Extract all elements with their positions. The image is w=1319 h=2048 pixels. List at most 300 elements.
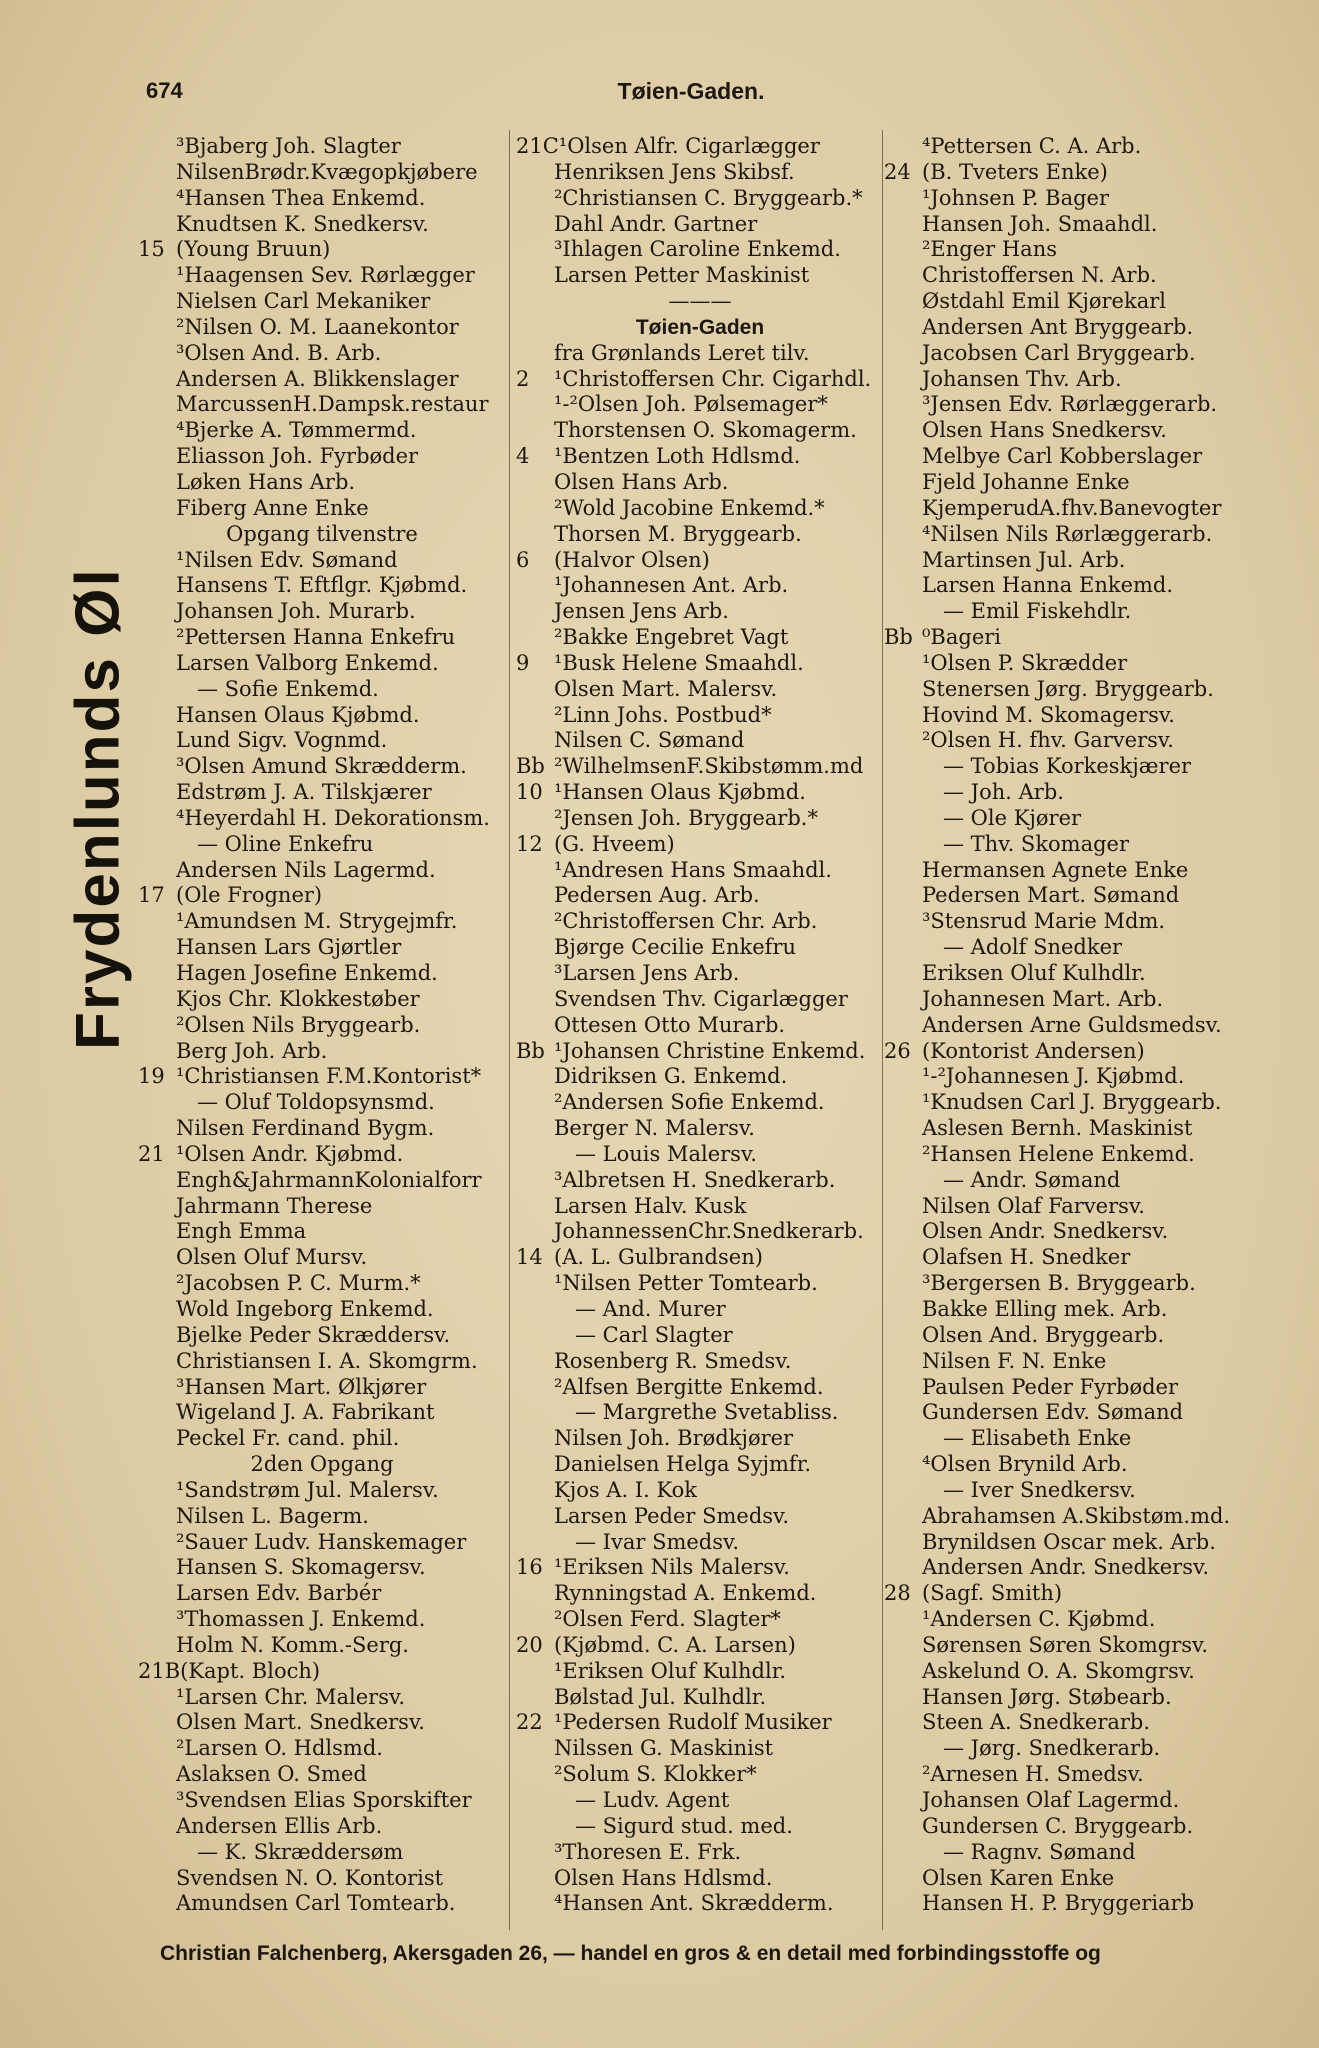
house-entry [138,237,506,263]
resident-entry [138,1039,506,1065]
resident-entry [884,418,1264,444]
entry-text: Pedersen Aug. Arb. [554,883,760,908]
resident-entry [884,444,1264,470]
entry-text: ¹Nilsen Edv. Sømand [176,547,398,572]
entry-text: Danielsen Helga Syjmfr. [554,1452,812,1477]
entry-text: Larsen Valborg Enkemd. [176,650,439,675]
resident-entry [138,909,506,935]
section-note: ——— [668,289,732,314]
resident-entry [138,496,506,522]
house-entry [516,1710,884,1736]
resident-entry [138,832,506,858]
entry-text: ⁴Hansen Ant. Skrædderm. [554,1891,834,1916]
entry-text: Larsen Edv. Barbér [176,1581,382,1606]
resident-entry [884,883,1264,909]
entry-text: (Kapt. Bloch) [180,1658,321,1683]
entry-text: ²Olsen H. fhv. Garversv. [922,728,1174,753]
house-entry [884,1039,1264,1065]
resident-entry [884,1142,1264,1168]
entry-text: — Sigurd stud. med. [554,1813,793,1838]
house-number: 28 [884,1581,911,1606]
entry-text: Olsen Mart. Snedkersv. [176,1710,425,1735]
entry-text: Løken Hans Arb. [176,469,356,494]
house-entry [884,625,1264,651]
directory-column-3 [884,134,1264,1929]
entry-text: ³Bjaberg Joh. Slagter [176,134,401,158]
entry-text: Askelund O. A. Skomgrsv. [922,1658,1195,1683]
resident-entry [884,1426,1264,1452]
house-entry [516,1039,884,1065]
entry-text: ²WilhelmsenF.Skibstømm.md [554,754,864,779]
entry-text: Olsen Oluf Mursv. [176,1245,368,1270]
resident-entry [884,1297,1264,1323]
entry-text: ²Jacobsen P. C. Murm.* [176,1271,421,1296]
entry-text: ¹Andresen Hans Smaahdl. [554,857,832,882]
resident-entry [138,1219,506,1245]
entry-text: Abrahamsen A.Skibstøm.md. [922,1503,1231,1528]
running-title: Tøien-Gaden. [617,78,765,104]
resident-entry [138,470,506,496]
entry-text: (A. L. Gulbrandsen) [554,1245,763,1270]
resident-entry [884,651,1264,677]
entry-text: ⁴Nilsen Nils Rørlæggerarb. [922,521,1213,546]
resident-entry [884,1194,1264,1220]
entry-text: Peckel Fr. cand. phil. [176,1426,400,1451]
entry-text: — Emil Fiskehdlr. [922,599,1132,624]
entry-text: Nielsen Carl Mekaniker [176,289,431,314]
resident-entry [516,1891,884,1917]
resident-entry [884,1245,1264,1271]
resident-entry [884,1375,1264,1401]
house-number: Bb [516,754,545,779]
entry-text: Gundersen C. Bryggearb. [922,1813,1194,1838]
entry-text: Bjørge Cecilie Enkefru [554,935,797,960]
resident-entry [516,703,884,729]
entry-text: Nilsen C. Sømand [554,728,745,753]
entry-text: ³Thomassen J. Enkemd. [176,1607,426,1632]
resident-entry [138,186,506,212]
entry-text: Hagen Josefine Enkemd. [176,961,438,985]
entry-text: ²Olsen Nils Bryggearb. [176,1012,421,1037]
entry-text: Aslesen Bernh. Maskinist [922,1116,1193,1141]
entry-text: Nilssen G. Maskinist [554,1736,774,1761]
entry-text: — Carl Slagter [554,1322,733,1347]
resident-entry [884,832,1264,858]
entry-text: Martinsen Jul. Arb. [922,547,1126,572]
house-entry [884,160,1264,186]
resident-entry [884,1090,1264,1116]
resident-entry [884,1116,1264,1142]
entry-text: KjemperudA.fhv.Banevogter [922,495,1222,520]
resident-entry [516,186,884,212]
entry-text: ³Stensrud Marie Mdm. [922,909,1166,934]
resident-entry [884,1064,1264,1090]
entry-text: Bjelke Peder Skræddersv. [176,1322,451,1347]
resident-entry [138,1116,506,1142]
entry-text: ¹Johansen Christine Enkemd. [554,1038,866,1063]
entry-text: Paulsen Peder Fyrbøder [922,1374,1179,1399]
entry-text: Lund Sigv. Vognmd. [176,728,388,753]
resident-entry [884,1685,1264,1711]
entry-text: Eliasson Joh. Fyrbøder [176,444,419,469]
entry-text: Larsen Petter Maskinist [554,263,810,288]
entry-text: Christiansen I. A. Skomgrm. [176,1348,478,1373]
entry-text: — And. Murer [554,1296,726,1321]
entry-text: Hermansen Agnete Enke [922,857,1189,882]
house-entry [138,1142,506,1168]
resident-entry [884,1504,1264,1530]
resident-entry [884,1710,1264,1736]
resident-entry [138,1478,506,1504]
entry-text: Stenersen Jørg. Bryggearb. [922,676,1214,701]
entry-text: ³Ihlagen Caroline Enkemd. [554,237,841,262]
resident-entry [516,522,884,548]
resident-entry [884,858,1264,884]
resident-entry [138,1633,506,1659]
entry-text: Kjos Chr. Klokkestøber [176,986,420,1011]
resident-entry [516,1762,884,1788]
house-entry [516,1555,884,1581]
entry-text: ³Bergersen B. Bryggearb. [922,1271,1196,1296]
entry-text: ⁴Olsen Brynild Arb. [922,1452,1128,1477]
entry-text: Andersen Ellis Arb. [176,1813,383,1838]
entry-text: — Ivar Smedsv. [554,1529,740,1554]
entry-text: ⁴Heyerdahl H. Dekorationsm. [176,805,490,830]
resident-entry [138,1866,506,1892]
resident-entry [884,909,1264,935]
house-number: 15 [138,237,165,262]
resident-entry [884,677,1264,703]
house-number: 21 [138,1141,165,1166]
resident-entry [884,1478,1264,1504]
resident-entry [884,289,1264,315]
house-entry [516,1245,884,1271]
resident-entry [516,1194,884,1220]
resident-entry [138,1685,506,1711]
house-number: 10 [516,780,543,805]
resident-entry [516,728,884,754]
resident-entry [516,1659,884,1685]
entry-text: (B. Tveters Enke) [922,159,1108,184]
entry-text: ²Nilsen O. M. Laanekontor [176,314,459,339]
entry-text: Aslaksen O. Smed [176,1762,367,1787]
resident-entry [138,1710,506,1736]
resident-entry [516,961,884,987]
resident-entry [516,1271,884,1297]
resident-entry [884,134,1264,160]
house-number: 9 [516,650,530,675]
resident-entry [884,315,1264,341]
entry-text: Larsen Peder Smedsv. [554,1503,790,1528]
entry-text: Johansen Thv. Arb. [922,366,1122,391]
entry-text: ³Larsen Jens Arb. [554,961,740,985]
entry-text: ²Linn Johs. Postbud* [554,702,772,727]
entry-text: Bakke Elling mek. Arb. [922,1296,1168,1321]
entry-text: ²Bakke Engebret Vagt [554,625,789,650]
entry-text: Hansen H. P. Bryggeriarb [922,1891,1195,1916]
entry-text: Henriksen Jens Skibsf. [554,159,795,184]
resident-entry [138,1245,506,1271]
entry-text: ¹Eriksen Oluf Kulhdlr. [554,1658,787,1683]
entry-text: Steen A. Snedkerarb. [922,1710,1151,1735]
directory-column-2 [516,134,884,1929]
entry-text: Brynildsen Oscar mek. Arb. [922,1529,1216,1554]
resident-entry [138,1297,506,1323]
resident-entry [516,1452,884,1478]
entry-text: — Jørg. Snedkerarb. [922,1736,1161,1761]
entry-text: Rosenberg R. Smedsv. [554,1348,792,1373]
entry-text: Hansen Lars Gjørtler [176,935,402,960]
resident-entry [884,1452,1264,1478]
resident-entry [884,522,1264,548]
resident-entry [138,1607,506,1633]
resident-entry [138,1375,506,1401]
entry-text: ¹Busk Helene Smaahdl. [554,650,804,675]
entry-text: ²Andersen Sofie Enkemd. [554,1090,825,1115]
entry-text: Nilsen F. N. Enke [922,1348,1107,1373]
entry-text: ²Jensen Joh. Bryggearb.* [554,805,818,830]
resident-entry [516,1814,884,1840]
resident-entry [138,780,506,806]
entry-text: (Ole Frogner) [176,883,323,908]
house-entry [516,367,884,393]
entry-text: ²Olsen Ferd. Slagter* [554,1607,781,1632]
house-number: Bb [884,625,913,650]
resident-entry [516,573,884,599]
entry-text: ²Sauer Ludv. Hanskemager [176,1529,467,1554]
house-number: 19 [138,1064,165,1089]
resident-entry [516,599,884,625]
entry-text: ²Christoffersen Chr. Arb. [554,909,818,934]
entry-text: Olsen Mart. Malersv. [554,676,778,701]
house-entry [516,1633,884,1659]
directory-column-1 [138,134,506,1929]
resident-entry [516,806,884,832]
resident-entry [884,186,1264,212]
entry-text: — Margrethe Svetabliss. [554,1400,839,1425]
resident-entry [516,1581,884,1607]
entry-text: ¹Olsen P. Skrædder [922,650,1128,675]
entry-text: ¹Knudsen Carl J. Bryggearb. [922,1090,1222,1115]
resident-entry [138,134,506,160]
resident-entry [138,263,506,289]
resident-entry [516,160,884,186]
resident-entry [884,1814,1264,1840]
entry-text: ¹Johnsen P. Bager [922,185,1110,210]
resident-entry [138,392,506,418]
resident-entry [884,1400,1264,1426]
entry-text: Jahrmann Therese [176,1193,373,1218]
resident-entry [516,212,884,238]
page-header [136,78,1246,114]
resident-entry [884,806,1264,832]
entry-text: ³Olsen And. B. Arb. [176,340,382,365]
side-advertisement: Frydenlunds Øl [63,567,133,1050]
entry-text: Hansen Joh. Smaahdl. [922,211,1158,236]
entry-text: ³Thoresen E. Frk. [554,1839,742,1864]
resident-entry [884,703,1264,729]
resident-entry [138,341,506,367]
entry-text: — K. Skræddersøm [176,1839,404,1864]
entry-text: ⁴Hansen Thea Enkemd. [176,185,426,210]
entry-text: ¹Nilsen Petter Tomtearb. [554,1271,818,1296]
resident-entry [884,237,1264,263]
resident-entry [884,1168,1264,1194]
resident-entry [516,1736,884,1762]
entry-text: Svendsen Thv. Cigarlægger [554,986,848,1011]
entry-text: (Kjøbmd. C. A. Larsen) [554,1632,796,1657]
entry-text: Wigeland J. A. Fabrikant [176,1400,435,1425]
resident-entry [516,858,884,884]
resident-entry [884,780,1264,806]
resident-entry [138,315,506,341]
entry-text: ¹Amundsen M. Strygejmfr. [176,909,458,934]
house-number: 24 [884,159,911,184]
entry-text: Knudtsen K. Snedkersv. [176,211,429,236]
entry-text: (Sagf. Smith) [922,1581,1063,1606]
resident-entry [516,263,884,289]
house-entry [138,883,506,909]
resident-entry [138,599,506,625]
resident-entry [516,1478,884,1504]
resident-entry [516,1375,884,1401]
resident-entry [138,1840,506,1866]
resident-entry [516,1530,884,1556]
resident-entry [516,935,884,961]
entry-text: Fjeld Johanne Enke [922,469,1130,494]
resident-entry [516,1064,884,1090]
entry-text: ¹Hansen Olaus Kjøbmd. [554,780,806,805]
entry-text: Hansen Olaus Kjøbmd. [176,702,420,727]
street-heading: Tøien-Gaden [635,315,765,339]
entry-text: Larsen Halv. Kusk [554,1193,747,1218]
resident-entry [884,1349,1264,1375]
entry-text: ³Jensen Edv. Rørlæggerarb. [922,392,1218,417]
house-entry [138,1659,506,1685]
resident-entry [138,1271,506,1297]
entry-text: Eriksen Oluf Kulhdlr. [922,961,1146,985]
entry-text: Dahl Andr. Gartner [554,211,758,236]
resident-entry [884,1013,1264,1039]
resident-entry [138,1194,506,1220]
entry-text: ²Christiansen C. Bryggearb.* [554,185,863,210]
entry-text: ²Larsen O. Hdlsmd. [176,1736,383,1761]
house-entry [516,444,884,470]
resident-entry [138,1581,506,1607]
resident-entry [516,470,884,496]
entry-text: Andersen A. Blikkenslager [176,366,459,391]
house-number: 6 [516,547,530,572]
entry-text: Wold Ingeborg Enkemd. [176,1296,434,1321]
entry-text: ³Albretsen H. Snedkerarb. [554,1167,836,1192]
resident-entry [516,987,884,1013]
entry-text: Olafsen H. Snedker [922,1245,1131,1270]
entry-text: ²Hansen Helene Enkemd. [922,1141,1195,1166]
entry-text: JohannessenChr.Snedkerarb. [554,1219,864,1244]
house-number: 14 [516,1245,543,1270]
entry-text: ⁴Bjerke A. Tømmermd. [176,418,417,443]
entry-text: ¹Andersen C. Kjøbmd. [922,1607,1156,1632]
entry-text: Andersen Nils Lagermd. [176,857,436,882]
entry-text: ¹Haagensen Sev. Rørlægger [176,263,475,288]
resident-entry [516,237,884,263]
resident-entry [516,1349,884,1375]
entry-text: ³Hansen Mart. Ølkjører [176,1374,427,1399]
entry-text: (Young Bruun) [176,237,331,262]
entry-text: Holm N. Komm.-Serg. [176,1632,409,1657]
resident-entry [884,263,1264,289]
resident-entry [884,470,1264,496]
entry-text: Andersen Andr. Snedkersv. [922,1555,1210,1580]
entry-text: Johansen Joh. Murarb. [176,599,416,624]
house-number: 21C [516,134,559,158]
resident-entry [516,1840,884,1866]
entry-text: ²Enger Hans [922,237,1057,262]
house-number: 17 [138,883,165,908]
resident-entry [516,1866,884,1892]
house-entry [516,832,884,858]
resident-entry [884,1323,1264,1349]
entry-text: Bølstad Jul. Kulhdlr. [554,1684,767,1709]
resident-entry [884,599,1264,625]
entry-text: — Adolf Snedker [922,935,1123,960]
resident-entry [138,367,506,393]
resident-entry [516,1116,884,1142]
resident-entry [516,625,884,651]
entry-text: — Tobias Korkeskjærer [922,754,1192,779]
resident-entry [884,935,1264,961]
resident-entry [884,1840,1264,1866]
resident-entry [884,1762,1264,1788]
entry-text: Sørensen Søren Skomgrsv. [922,1632,1209,1657]
house-entry [516,754,884,780]
entry-text: Hansens T. Eftflgr. Kjøbmd. [176,573,468,598]
resident-entry [516,341,884,367]
entry-text: — Oline Enkefru [176,831,374,856]
column-rule [509,130,510,1930]
resident-entry [884,548,1264,574]
resident-entry [884,1219,1264,1245]
resident-entry [884,1271,1264,1297]
resident-entry [516,1090,884,1116]
resident-entry [138,1504,506,1530]
resident-entry [138,987,506,1013]
entry-text: Didriksen G. Enkemd. [554,1064,788,1089]
resident-entry [138,444,506,470]
resident-entry [516,1013,884,1039]
resident-entry [138,1736,506,1762]
resident-entry [884,392,1264,418]
entry-text: ¹Sandstrøm Jul. Malersv. [176,1477,439,1502]
entry-text: ²Solum S. Klokker* [554,1762,757,1787]
entry-text: Jensen Jens Arb. [554,599,729,624]
resident-entry [138,418,506,444]
resident-entry [516,1142,884,1168]
resident-entry [138,1762,506,1788]
resident-entry [516,392,884,418]
resident-entry [516,1323,884,1349]
entry-text: Østdahl Emil Kjørekarl [922,289,1166,314]
resident-entry [884,1736,1264,1762]
resident-entry [884,367,1264,393]
entry-text: Svendsen N. O. Kontorist [176,1865,444,1890]
entry-text: ¹Olsen Andr. Kjøbmd. [176,1141,404,1166]
house-number: 20 [516,1632,543,1657]
entry-text: Olsen Hans Hdlsmd. [554,1865,773,1890]
entry-text: Kjos A. I. Kok [554,1477,697,1502]
resident-entry [138,1400,506,1426]
entry-text: ¹Eriksen Nils Malersv. [554,1555,790,1580]
